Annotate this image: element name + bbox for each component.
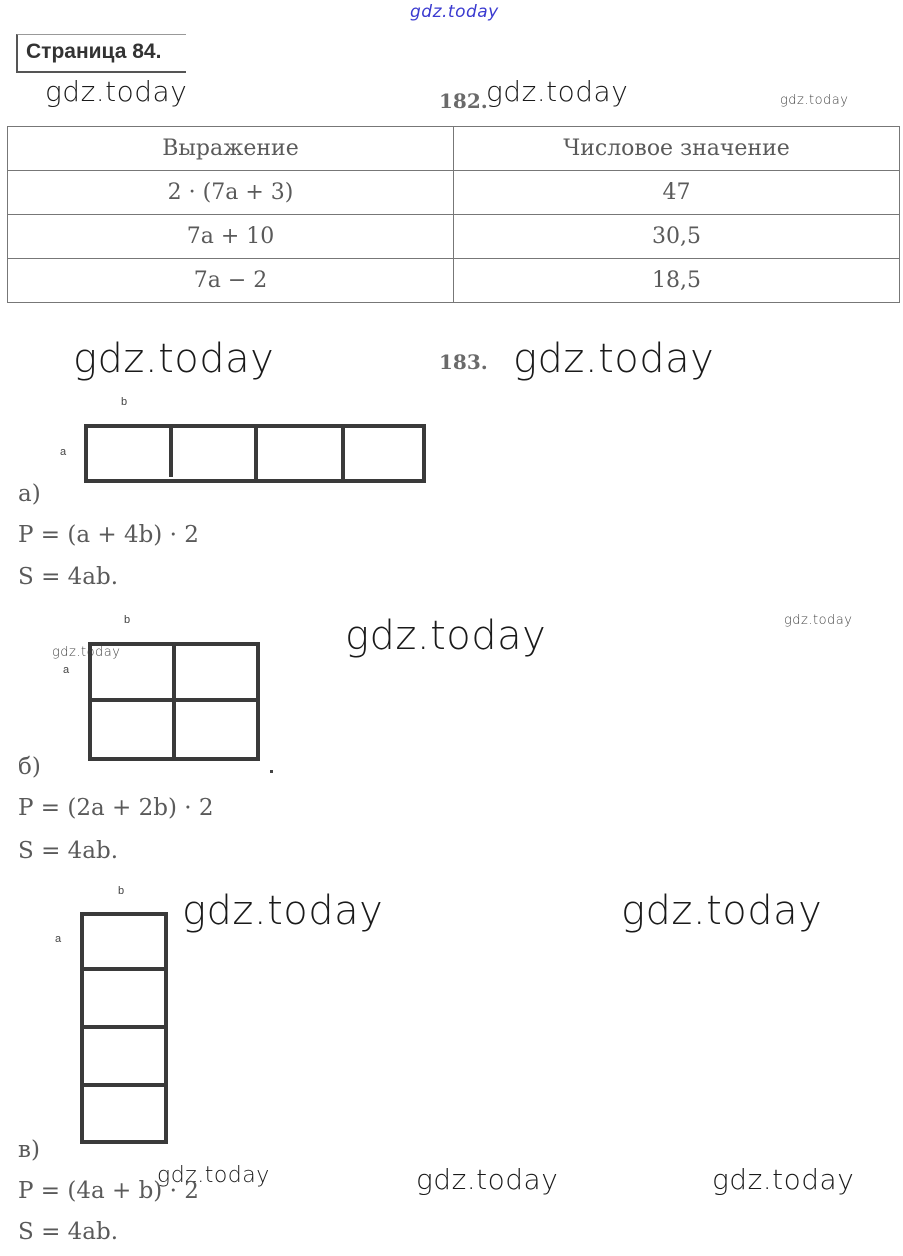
watermark: gdz.today (345, 613, 547, 659)
watermark: gdz.today (45, 75, 188, 108)
figure-a-rectangle-1x4 (86, 426, 426, 482)
table-cell-expression: 7a − 2 (8, 259, 454, 303)
task-183-number: 183. (439, 350, 488, 374)
part-a-area: S = 4ab. (18, 564, 119, 590)
table-cell-expression: 7a + 10 (8, 215, 454, 259)
table-header-value: Числовое значение (454, 127, 900, 171)
figure-b-rectangle-2x2 (90, 644, 262, 762)
watermark: gdz.today (486, 75, 629, 108)
watermark: gdz.today (182, 888, 384, 934)
side-b-label: b (118, 885, 125, 897)
part-a-perimeter: P = (a + 4b) · 2 (18, 522, 199, 548)
watermark: gdz.today (73, 336, 275, 382)
watermark: gdz.today (784, 613, 853, 628)
watermark: gdz.today (513, 336, 715, 382)
part-b-area: S = 4ab. (18, 838, 119, 864)
part-c-perimeter: P = (4a + b) · 2 (18, 1178, 199, 1204)
task-182-number: 182. (439, 89, 488, 113)
part-b-label: б) (18, 754, 41, 780)
side-b-label: b (121, 396, 128, 408)
side-b-label: b (124, 614, 131, 626)
table-row (8, 171, 900, 215)
table-header-expression: Выражение (8, 127, 454, 171)
page-label-box (16, 34, 186, 73)
side-a-label: a (60, 446, 67, 458)
part-a-label: а) (18, 481, 41, 507)
watermark: gdz.today (416, 1163, 559, 1196)
figure-c-rectangle-4x1 (82, 914, 170, 1146)
table-cell-value: 18,5 (454, 259, 900, 303)
watermark: gdz.today (52, 645, 121, 660)
watermark-top: gdz.today (410, 2, 499, 22)
part-c-label: в) (18, 1137, 40, 1163)
table-row (8, 259, 900, 303)
page-label: Страница 84. (26, 40, 162, 63)
watermark: gdz.today (780, 93, 849, 108)
table-cell-value: 30,5 (454, 215, 900, 259)
part-b-perimeter: P = (2a + 2b) · 2 (18, 795, 214, 821)
table-cell-value: 47 (454, 171, 900, 215)
watermark: gdz.today (712, 1163, 855, 1196)
side-a-label: a (63, 664, 70, 676)
dot-mark (270, 770, 273, 773)
table-row (8, 215, 900, 259)
watermark: gdz.today (621, 888, 823, 934)
task-182-table (7, 126, 900, 303)
table-cell-expression: 2 · (7a + 3) (8, 171, 454, 215)
watermark: gdz.today (157, 1163, 270, 1188)
side-a-label: a (55, 933, 62, 945)
table-header-row (8, 127, 900, 171)
part-c-area: S = 4ab. (18, 1219, 119, 1245)
